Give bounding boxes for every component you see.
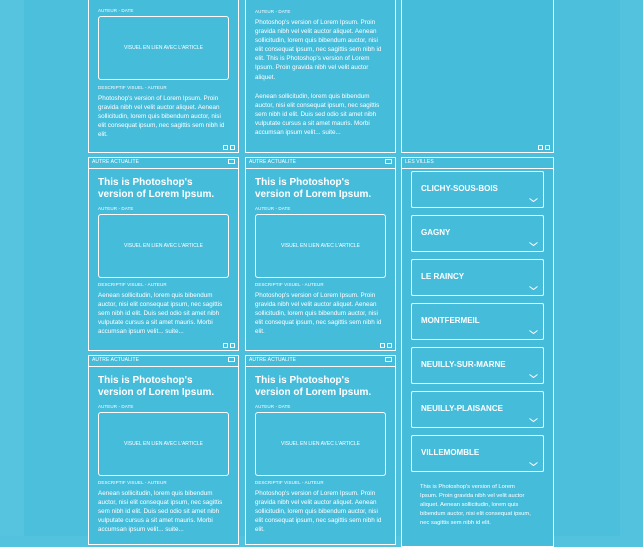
prev-icon[interactable] [223,145,228,150]
visual-caption: DESCRIPTIF VISUEL - AUTEUR [98,85,167,90]
prev-icon[interactable] [538,145,543,150]
collapse-icon[interactable] [385,159,392,164]
city-item-clichy-sous-bois[interactable] [411,171,544,208]
chevron-down-icon [529,330,538,334]
chevron-down-icon [529,242,538,246]
article-text: Photoshop's version of Lorem Ipsum. Proin gravida nibh vel velit auctor aliquet. Aenean sollicitudin, lorem quis bibendum auctor, nisi elit consequat ipsum, nec sagittis sem nibh id elit. [98,95,225,139]
city-name: GAGNY [421,228,451,237]
city-description: This is Photoshop's version of Lorem Ipsum. Proin gravida nibh vel velit auctor aliquet. Aenean sollicitudin, lorem quis bibendum auctor, nisi elit consequat ipsum, nec sagittis sem nibh id elit. [420,484,531,526]
chevron-down-icon [529,418,538,422]
left-rail [0,0,24,536]
card-pager [223,343,235,348]
article-visual[interactable] [98,412,229,476]
city-name: CLICHY-SOUS-BOIS [421,184,498,193]
prev-icon[interactable] [223,343,228,348]
visual-caption: DESCRIPTIF VISUEL - AUTEUR [255,480,324,485]
city-name: VILLEMOMBLE [421,448,480,457]
chevron-down-icon [529,198,538,202]
author-date: AUTEUR - DATE [255,404,291,409]
collapse-icon[interactable] [228,357,235,362]
author-date: AUTEUR - DATE [255,9,291,14]
card-header [246,158,395,169]
article-title[interactable]: This is Photoshop's version of Lorem Ipsum. [255,375,372,398]
author-date: AUTEUR - DATE [98,404,134,409]
city-name: MONTFERMEIL [421,316,480,325]
cities-header [402,158,553,169]
card-header [246,356,395,367]
city-name: NEUILLY-SUR-MARNE [421,360,506,369]
card-pager [538,145,550,150]
article-text: Photoshop's version of Lorem Ipsum. Proin gravida nibh vel velit auctor aliquet. Aenean sollicitudin, lorem quis bibendum auctor, nisi elit consequat ipsum, nec sagittis sem nibh id elit. [255,292,382,336]
city-name: NEUILLY-PLAISANCE [421,404,503,413]
chevron-down-icon [529,462,538,466]
city-name: LE RAINCY [421,272,465,281]
author-date: AUTEUR - DATE [98,206,134,211]
city-item-neuilly-plaisance[interactable] [411,391,544,428]
next-icon[interactable] [545,145,550,150]
chevron-down-icon [529,286,538,290]
card-pager [380,343,392,348]
article-text: Photoshop's version of Lorem Ipsum. Proin gravida nibh vel velit auctor aliquet. Aenean sollicitudin, lorem quis bibendum auctor, nisi elit consequat ipsum, nec sagittis sem nibh id elit. This is Photoshop's version of Lorem Ipsum. Proin gravida nibh vel velit auctor aliquet. [255,19,382,81]
visual-placeholder: VISUEL EN LIEN AVEC L'ARTICLE [281,243,360,249]
news-card [88,0,239,153]
visual-placeholder: VISUEL EN LIEN AVEC L'ARTICLE [124,441,203,447]
article-visual[interactable] [98,16,229,80]
news-card [245,355,396,545]
next-icon[interactable] [387,343,392,348]
news-card [245,0,396,153]
visual-placeholder: VISUEL EN LIEN AVEC L'ARTICLE [281,441,360,447]
author-date: AUTEUR - DATE [98,8,134,13]
article-visual[interactable] [255,214,386,278]
card-pager [223,145,235,150]
card-header [89,158,238,169]
card-label: AUTRE ACTUALITE [249,159,297,165]
side-card [401,0,554,153]
article-title[interactable]: This is Photoshop's version of Lorem Ipsum. [98,375,215,398]
collapse-icon[interactable] [385,357,392,362]
card-label: AUTRE ACTUALITE [92,159,140,165]
card-header [89,356,238,367]
visual-caption: DESCRIPTIF VISUEL - AUTEUR [255,282,324,287]
article-text: Aenean sollicitudin, lorem quis bibendum auctor, nisi elit consequat ipsum, nec sagittis sem nibh id elit. Duis sed odio sit amet nibh vulputate cursus a sit amet mauris. Morbi accumsan ipsum velit... suite... [98,490,223,534]
visual-placeholder: VISUEL EN LIEN AVEC L'ARTICLE [124,243,203,249]
article-visual[interactable] [255,412,386,476]
article-visual[interactable] [98,214,229,278]
article-title[interactable]: This is Photoshop's version of Lorem Ipsum. [255,177,372,200]
chevron-down-icon [529,374,538,378]
visual-caption: DESCRIPTIF VISUEL - AUTEUR [98,282,167,287]
collapse-icon[interactable] [228,159,235,164]
news-card [88,157,239,351]
article-text: Aenean sollicitudin, lorem quis bibendum auctor, nisi elit consequat ipsum, nec sagittis sem nibh id elit. Duis sed odio sit amet nibh vulputate cursus a sit amet mauris. Morbi accumsan ipsum velit... suite... [255,93,380,137]
city-item-montfermeil[interactable] [411,303,544,340]
cities-panel [401,157,554,547]
city-item-villemomble[interactable] [411,435,544,472]
card-label: AUTRE ACTUALITE [249,357,297,363]
city-item-neuilly-sur-marne[interactable] [411,347,544,384]
article-title[interactable]: This is Photoshop's version of Lorem Ipsum. [98,177,215,200]
cities-label: LES VILLES [405,159,434,165]
article-text: Aenean sollicitudin, lorem quis bibendum auctor, nisi elit consequat ipsum, nec sagittis sem nibh id elit. Duis sed odio sit amet nibh vulputate cursus a sit amet mauris. Morbi accumsan ipsum velit... suite... [98,292,223,336]
news-card [88,355,239,545]
next-icon[interactable] [230,145,235,150]
next-icon[interactable] [230,343,235,348]
visual-caption: DESCRIPTIF VISUEL - AUTEUR [98,480,167,485]
news-card [245,157,396,351]
author-date: AUTEUR - DATE [255,206,291,211]
article-text: Photoshop's version of Lorem Ipsum. Proin gravida nibh vel velit auctor aliquet. Aenean sollicitudin, lorem quis bibendum auctor, nisi elit consequat ipsum, nec sagittis sem nibh id elit. [255,490,382,534]
city-item-gagny[interactable] [411,215,544,252]
city-item-le-raincy[interactable] [411,259,544,296]
card-label: AUTRE ACTUALITE [92,357,140,363]
visual-placeholder: VISUEL EN LIEN AVEC L'ARTICLE [124,45,203,51]
prev-icon[interactable] [380,343,385,348]
